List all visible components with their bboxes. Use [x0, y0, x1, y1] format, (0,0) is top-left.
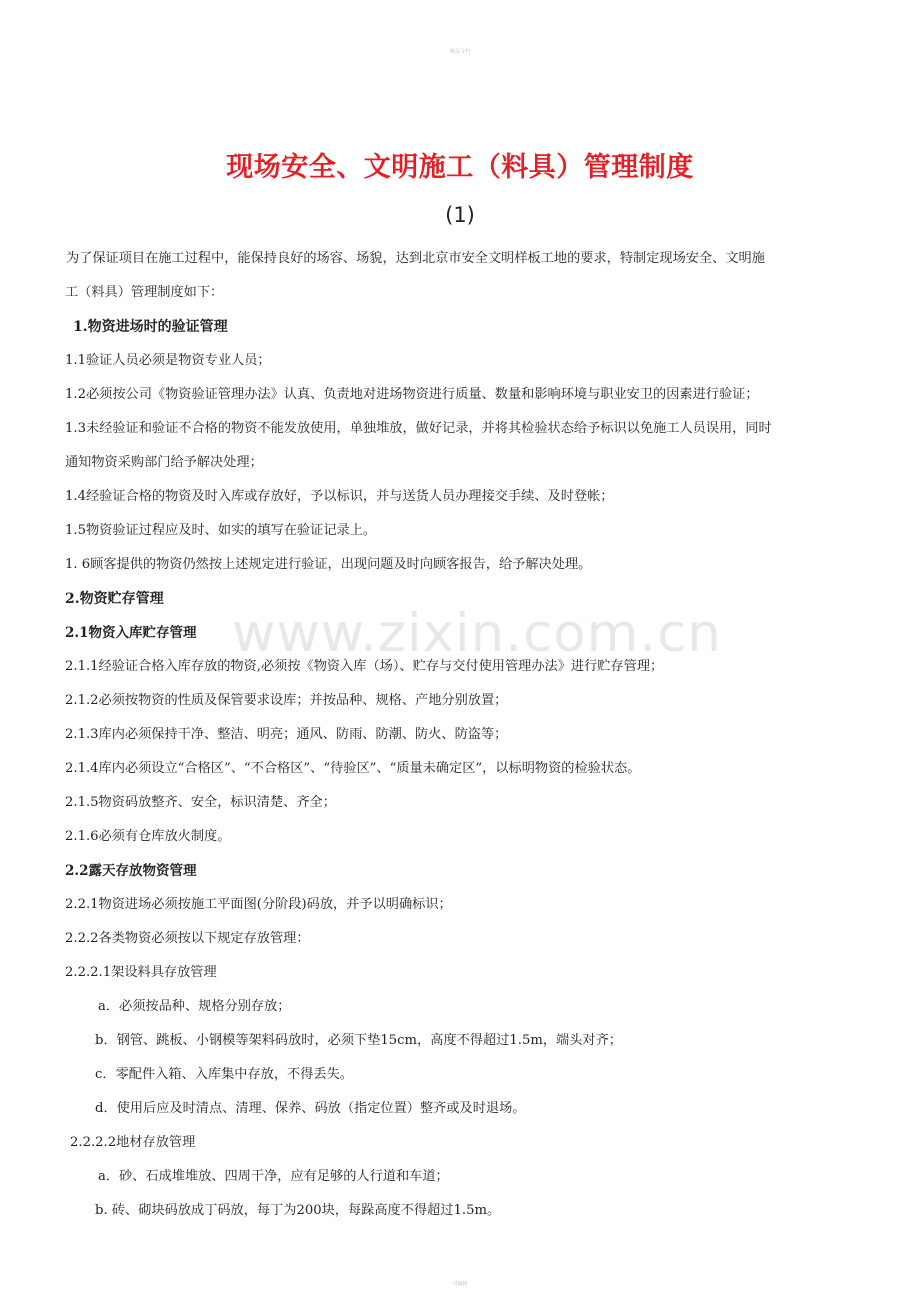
section-1-item: 1. 6顾客提供的物资仍然按上述规定进行验证，出现问题及时向顾客报告，给予解决处理。 — [65, 557, 592, 572]
document-title: 现场安全、文明施工（料具）管理制度 — [226, 152, 694, 183]
ground-material-heading: 2.2.2.2地材存放管理 — [70, 1135, 196, 1150]
scaffold-item: a．必须按品种、规格分别存放； — [98, 999, 291, 1014]
ground-item: b. 砖、砌块码放成丁码放，每丁为200块，每跺高度不得超过1.5m。 — [95, 1203, 501, 1218]
section-1-item: 1.2必须按公司《物资验证管理办法》认真、负责地对进场物资进行质量、数量和影响环境与职业安卫的因素进行验证； — [65, 387, 759, 402]
header-mark: 精品文档 — [449, 49, 470, 55]
section-2-1-heading: 2.1物资入库贮存管理 — [65, 625, 197, 641]
ground-item: a．砂、石成堆堆放、四周干净，应有足够的人行道和车道； — [98, 1169, 449, 1184]
section-2-1-item: 2.1.2必须按物资的性质及保管要求设库；并按品种、规格、产地分别放置； — [65, 693, 508, 708]
section-2-2-item: 2.2.1物资进场必须按施工平面图(分阶段)码放，并予以明确标识； — [65, 897, 452, 912]
section-1-item: 通知物资采购部门给予解决处理； — [65, 455, 263, 470]
section-1-item: 1.3未经验证和验证不合格的物资不能发放使用，单独堆放，做好记录，并将其检验状态给予标识以免施工人员误用，同时 — [65, 421, 772, 436]
section-2-2-item: 2.2.2.1架设料具存放管理 — [65, 965, 217, 980]
section-1-item: 1.1验证人员必须是物资专业人员； — [65, 353, 271, 368]
document-subtitle: (1) — [445, 203, 475, 227]
section-1-heading: 1.物资进场时的验证管理 — [73, 319, 228, 335]
section-2-heading: 2.物资贮存管理 — [65, 591, 164, 607]
scaffold-item: d．使用后应及时清点、清理、保养、码放（指定位置）整齐或及时退场。 — [95, 1101, 526, 1116]
scaffold-item: b．钢管、跳板、小钢模等架料码放时，必须下垫15cm，高度不得超过1.5m，端头对齐； — [95, 1033, 622, 1048]
section-2-1-item: 2.1.1经验证合格入库存放的物资,必须按《物资入库（场）、贮存与交付使用管理办法》进行贮存管理； — [65, 659, 664, 674]
section-2-1-item: 2.1.4库内必须设立“合格区”、“不合格区”、“待验区”、“质量未确定区”，以标明物资的检验状态。 — [65, 761, 641, 776]
intro-line-2: 工（料具）管理制度如下： — [65, 285, 224, 300]
section-2-1-item: 2.1.5物资码放整齐、安全，标识清楚、齐全； — [65, 795, 336, 810]
scaffold-item: c．零配件入箱、入库集中存放，不得丢失。 — [95, 1067, 353, 1082]
section-2-1-item: 2.1.3库内必须保持干净、整洁、明亮；通风、防雨、防潮、防火、防盗等； — [65, 727, 508, 742]
intro-line-1: 为了保证项目在施工过程中，能保持良好的场容、场貌，达到北京市安全文明样板工地的要求，特制定现场安全、文明施 — [66, 251, 765, 266]
section-2-2-item: 2.2.2各类物资必须按以下规定存放管理： — [65, 931, 310, 946]
watermark: www.zixin.com.cn — [232, 603, 722, 664]
footer-mark: 可编辑 — [452, 1281, 468, 1287]
section-1-item: 1.4经验证合格的物资及时入库或存放好，予以标识，并与送货人员办理接交手续、及时登帐； — [65, 489, 614, 504]
section-2-2-heading: 2.2露天存放物资管理 — [65, 863, 197, 879]
section-1-item: 1.5物资验证过程应及时、如实的填写在验证记录上。 — [65, 523, 377, 538]
section-2-1-item: 2.1.6必须有仓库放火制度。 — [65, 829, 231, 844]
